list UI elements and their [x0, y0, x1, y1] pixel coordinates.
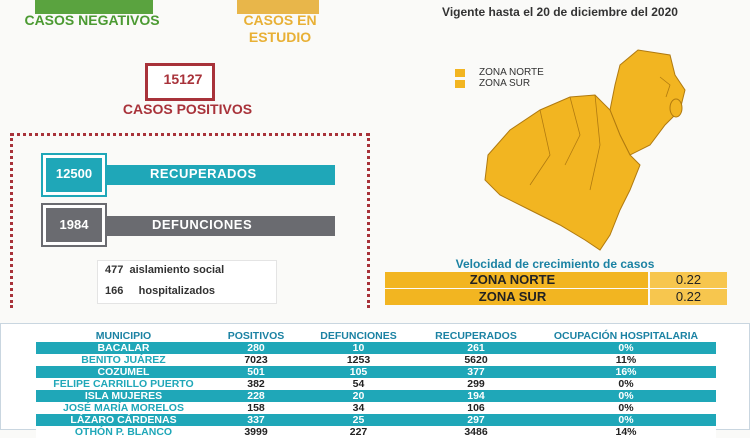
cell-recuperados: 106 — [416, 402, 536, 414]
table-row — [36, 390, 716, 402]
velocidad-title: Velocidad de crecimiento de casos — [455, 257, 655, 271]
map-cozumel — [670, 99, 682, 117]
cell-positivos: 280 — [211, 342, 301, 354]
cell-ocupacion: 11% — [536, 354, 716, 366]
cell-positivos: 337 — [211, 414, 301, 426]
vigencia-text: Vigente hasta el 20 de diciembre del 2020 — [442, 5, 678, 19]
header-ocupacion: OCUPACIÓN HOSPITALARIA — [553, 330, 699, 342]
table-row — [36, 414, 716, 426]
cell-recuperados: 297 — [416, 414, 536, 426]
defunciones-value: 1984 — [59, 217, 89, 232]
legend-zona-sur: ZONA SUR — [479, 78, 531, 89]
cell-defunciones: 10 — [301, 342, 416, 354]
cell-ocupacion: 0% — [536, 390, 716, 402]
header-municipio: MUNICIPIO — [95, 330, 152, 342]
cell-positivos: 228 — [211, 390, 301, 402]
cell-ocupacion: 0% — [536, 414, 716, 426]
table-row — [36, 354, 716, 366]
cell-defunciones: 20 — [301, 390, 416, 402]
cell-defunciones: 1253 — [301, 354, 416, 366]
cell-municipio: BENITO JUÁREZ — [36, 354, 211, 366]
casos-estudio-label: CASOS EN ESTUDIO — [243, 12, 317, 45]
recuperados-label: RECUPERADOS — [150, 166, 257, 181]
casos-positivos-value: 15127 — [163, 71, 203, 87]
cell-municipio: OTHÓN P. BLANCO — [36, 426, 211, 438]
cell-positivos: 3999 — [211, 426, 301, 438]
recuperados-value: 12500 — [55, 166, 93, 181]
cell-ocupacion: 0% — [536, 402, 716, 414]
cell-recuperados: 194 — [416, 390, 536, 402]
cell-positivos: 158 — [211, 402, 301, 414]
cell-recuperados: 261 — [416, 342, 536, 354]
cell-municipio: COZUMEL — [36, 366, 211, 378]
table-row — [36, 402, 716, 414]
legend-zona-norte: ZONA NORTE — [479, 67, 544, 78]
cell-ocupacion: 14% — [536, 426, 716, 438]
aislamiento-text: 477 aislamiento social — [105, 264, 225, 276]
cell-defunciones: 105 — [301, 366, 416, 378]
header-defunciones: DEFUNCIONES — [320, 330, 397, 342]
cell-defunciones: 25 — [301, 414, 416, 426]
cell-municipio: FELIPE CARRILLO PUERTO — [36, 378, 211, 390]
defunciones-label: DEFUNCIONES — [152, 217, 253, 232]
cell-ocupacion: 16% — [536, 366, 716, 378]
legend-sur-swatch — [455, 80, 465, 88]
cell-positivos: 382 — [211, 378, 301, 390]
municipio-table — [36, 330, 716, 438]
cell-positivos: 501 — [211, 366, 301, 378]
cell-positivos: 7023 — [211, 354, 301, 366]
table-row — [36, 342, 716, 354]
table-row — [36, 426, 716, 438]
cell-defunciones: 227 — [301, 426, 416, 438]
cell-recuperados: 5620 — [416, 354, 536, 366]
table-row — [36, 366, 716, 378]
cell-ocupacion: 0% — [536, 378, 716, 390]
table-header-row — [36, 330, 716, 342]
cell-ocupacion: 0% — [536, 342, 716, 354]
cell-municipio: LÁZARO CÁRDENAS — [36, 414, 211, 426]
cell-recuperados: 3486 — [416, 426, 536, 438]
casos-positivos-label: CASOS POSITIVOS — [122, 101, 253, 117]
quintana-roo-map — [470, 15, 710, 255]
cell-defunciones: 54 — [301, 378, 416, 390]
velocidad-zona-name: ZONA SUR — [478, 289, 547, 304]
velocidad-zona-name: ZONA NORTE — [469, 272, 556, 287]
cell-municipio: BACALAR — [36, 342, 211, 354]
header-recuperados: RECUPERADOS — [435, 330, 517, 342]
cell-recuperados: 299 — [416, 378, 536, 390]
casos-negativos-label: CASOS NEGATIVOS — [24, 12, 160, 28]
cell-municipio: ISLA MUJERES — [36, 390, 211, 402]
velocidad-zona-value: 0.22 — [648, 289, 727, 305]
legend-norte-swatch — [455, 69, 465, 77]
table-row — [36, 378, 716, 390]
cell-defunciones: 34 — [301, 402, 416, 414]
header-positivos: POSITIVOS — [227, 330, 285, 342]
velocidad-zona-value: 0.22 — [648, 272, 727, 288]
hospitalizados-text: 166 hospitalizados — [105, 285, 216, 297]
cell-municipio: JOSÉ MARÍA MORELOS — [36, 402, 211, 414]
cell-recuperados: 377 — [416, 366, 536, 378]
